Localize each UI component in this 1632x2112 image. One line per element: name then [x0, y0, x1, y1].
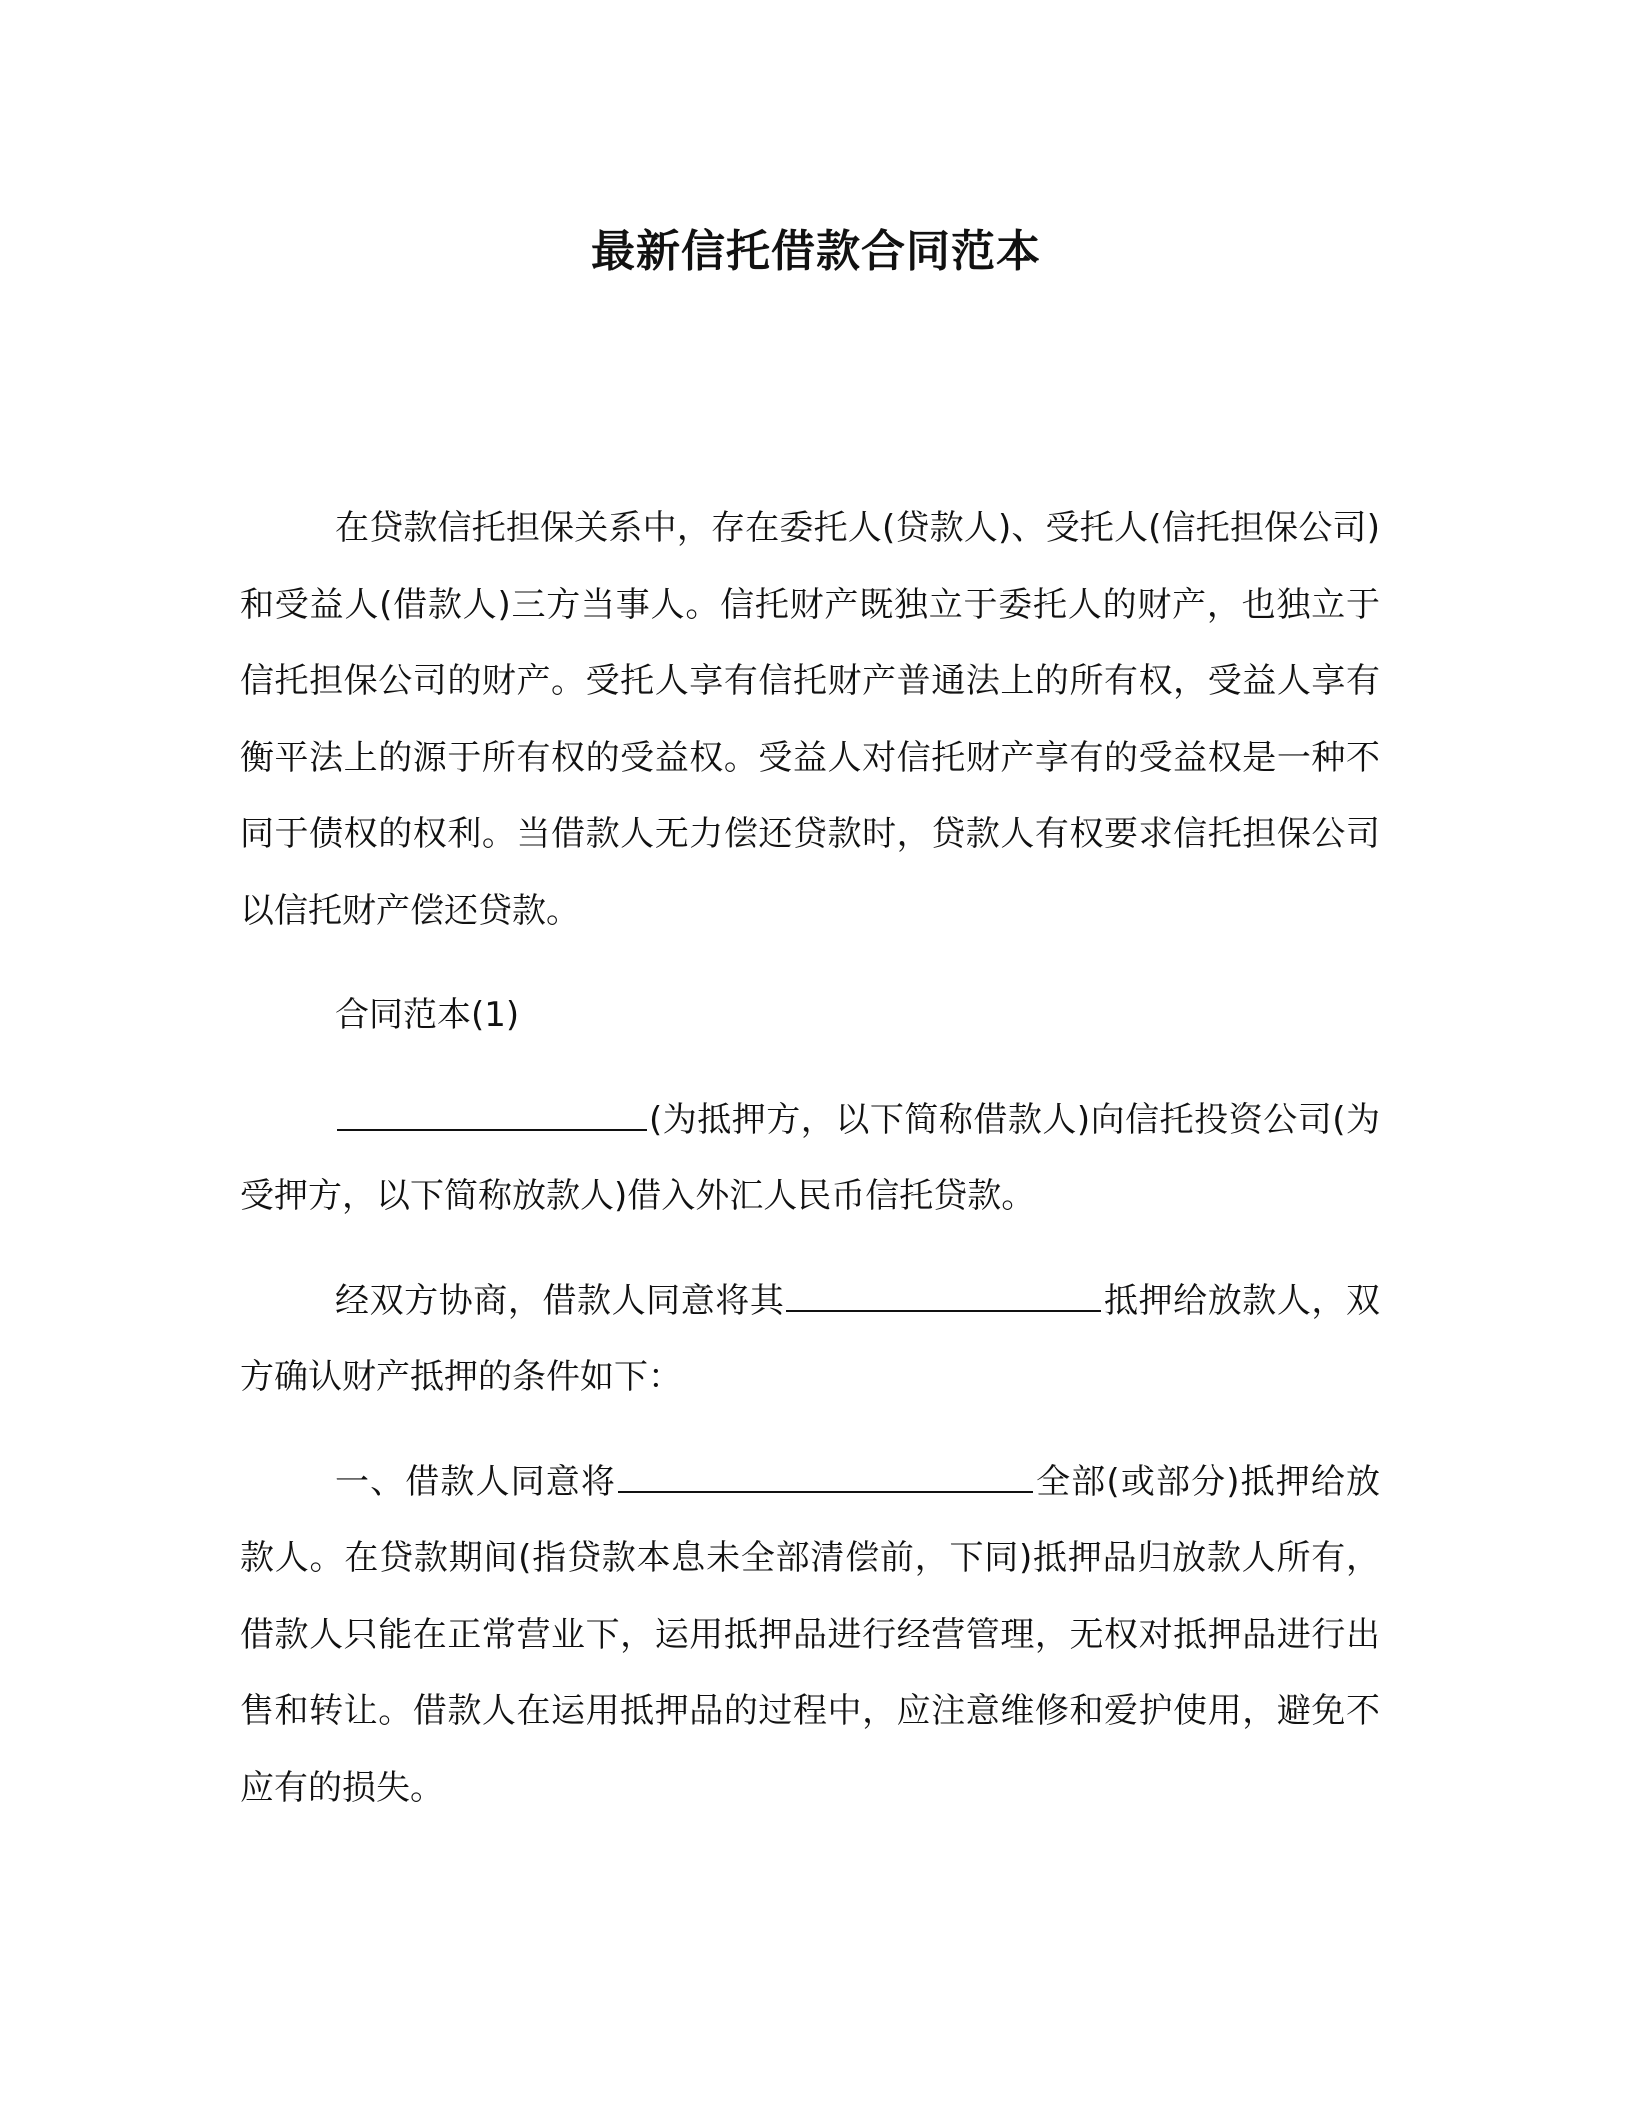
agreement-paragraph	[240, 1263, 1380, 1416]
clause-one-collateral-blank	[618, 1457, 1033, 1493]
agreement-text-before: 经双方协商，借款人同意将其	[335, 1280, 785, 1321]
clause-one-text-before: 一、借款人同意将	[335, 1461, 617, 1502]
collateral-blank	[786, 1276, 1101, 1312]
clause-one-text-after: 全部(或部分)抵押给放款人。在贷款期间(指贷款本息未全部清偿前，下同)抵押品归放款人所有，借款人只能在正常营业下，运用抵押品进行经营管理，无权对抵押品进行出售和转让。借款人在运用抵押品的过程中，应注意维修和爱护使用，避免不应有的损失。	[240, 1461, 1381, 1808]
borrower-paragraph	[240, 1082, 1380, 1235]
borrower-name-blank	[337, 1095, 647, 1131]
document-body	[240, 490, 1380, 1854]
section-heading: 合同范本(1)	[335, 995, 520, 1035]
agreement-text-after: 抵押给放款人，双方确认财产抵押的条件如下：	[240, 1280, 1381, 1397]
intro-paragraph: 在贷款信托担保关系中，存在委托人(贷款人)、受托人(信托担保公司)和受益人(借款人)三方当事人。信托财产既独立于委托人的财产，也独立于信托担保公司的财产。受托人享有信托财产普通法上的所有权，受益人享有衡平法上的源于所有权的受益权。受益人对信托财产享有的受益权是一种不同于债权的权利。当借款人无力偿还贷款时，贷款人有权要求信托担保公司以信托财产偿还贷款。	[240, 508, 1380, 931]
document-title: 最新信托借款合同范本	[591, 226, 1041, 277]
borrower-paragraph-text: (为抵押方，以下简称借款人)向信托投资公司(为受押方，以下简称放款人)借入外汇人民币信托贷款。	[240, 1099, 1380, 1216]
clause-one-paragraph	[240, 1444, 1380, 1827]
